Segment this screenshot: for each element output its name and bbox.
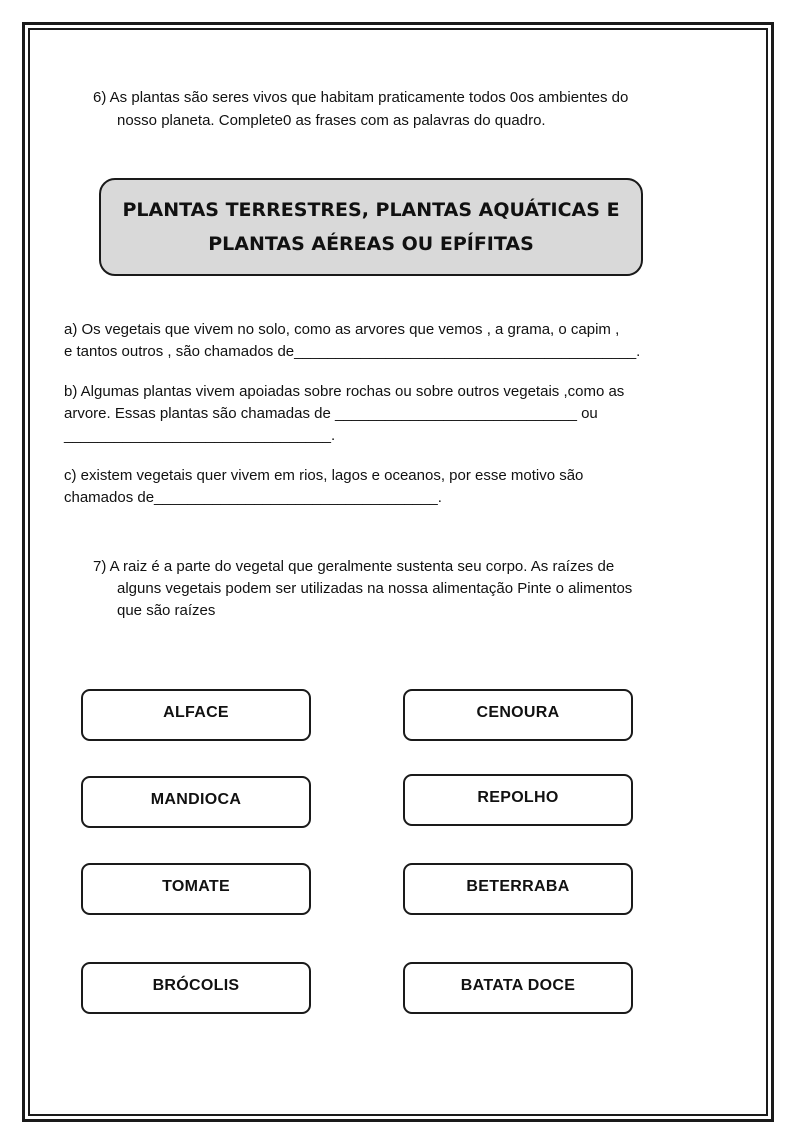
food-box-repolho[interactable]: REPOLHO xyxy=(403,774,633,826)
item-a-line2: e tantos outros , são chamados de_________________________________________. xyxy=(64,343,641,360)
food-box-tomate[interactable]: TOMATE xyxy=(81,863,311,915)
food-box-batata-doce[interactable]: BATATA DOCE xyxy=(403,962,633,1014)
item-b-line3: ________________________________. xyxy=(64,427,336,444)
item-c-line2: chamados de__________________________________. xyxy=(64,489,442,506)
question-7-text-line3: que são raízes xyxy=(117,602,216,619)
food-box-cenoura[interactable]: CENOURA xyxy=(403,689,633,741)
food-box-beterraba[interactable]: BETERRABA xyxy=(403,863,633,915)
food-box-mandioca[interactable]: MANDIOCA xyxy=(81,776,311,828)
food-box-alface[interactable]: ALFACE xyxy=(81,689,311,741)
item-a-line1: a) Os vegetais que vivem no solo, como as arvores que vemos , a grama, o capim , xyxy=(64,321,620,338)
word-bank-box xyxy=(99,178,643,276)
item-b-line1: b) Algumas plantas vivem apoiadas sobre rochas ou sobre outros vegetais ,como as xyxy=(64,383,625,400)
question-7-text-line2: alguns vegetais podem ser utilizadas na nossa alimentação Pinte o alimentos xyxy=(117,580,633,597)
food-box-brocolis[interactable]: BRÓCOLIS xyxy=(81,962,311,1014)
question-6-text-line1: 6) As plantas são seres vivos que habitam praticamente todos 0os ambientes do xyxy=(93,89,629,106)
item-c-line1: c) existem vegetais quer vivem em rios, lagos e oceanos, por esse motivo são xyxy=(64,467,584,484)
question-7-text-line1: 7) A raiz é a parte do vegetal que geralmente sustenta seu corpo. As raízes de xyxy=(93,558,615,575)
question-6-text-line2: nosso planeta. Complete0 as frases com as palavras do quadro. xyxy=(117,112,546,129)
word-bank-line1: PLANTAS TERRESTRES, PLANTAS AQUÁTICAS E xyxy=(122,199,620,221)
item-b-line2: arvore. Essas plantas são chamadas de _____________________________ ou xyxy=(64,405,598,422)
word-bank-line2: PLANTAS AÉREAS OU EPÍFITAS xyxy=(208,233,534,255)
